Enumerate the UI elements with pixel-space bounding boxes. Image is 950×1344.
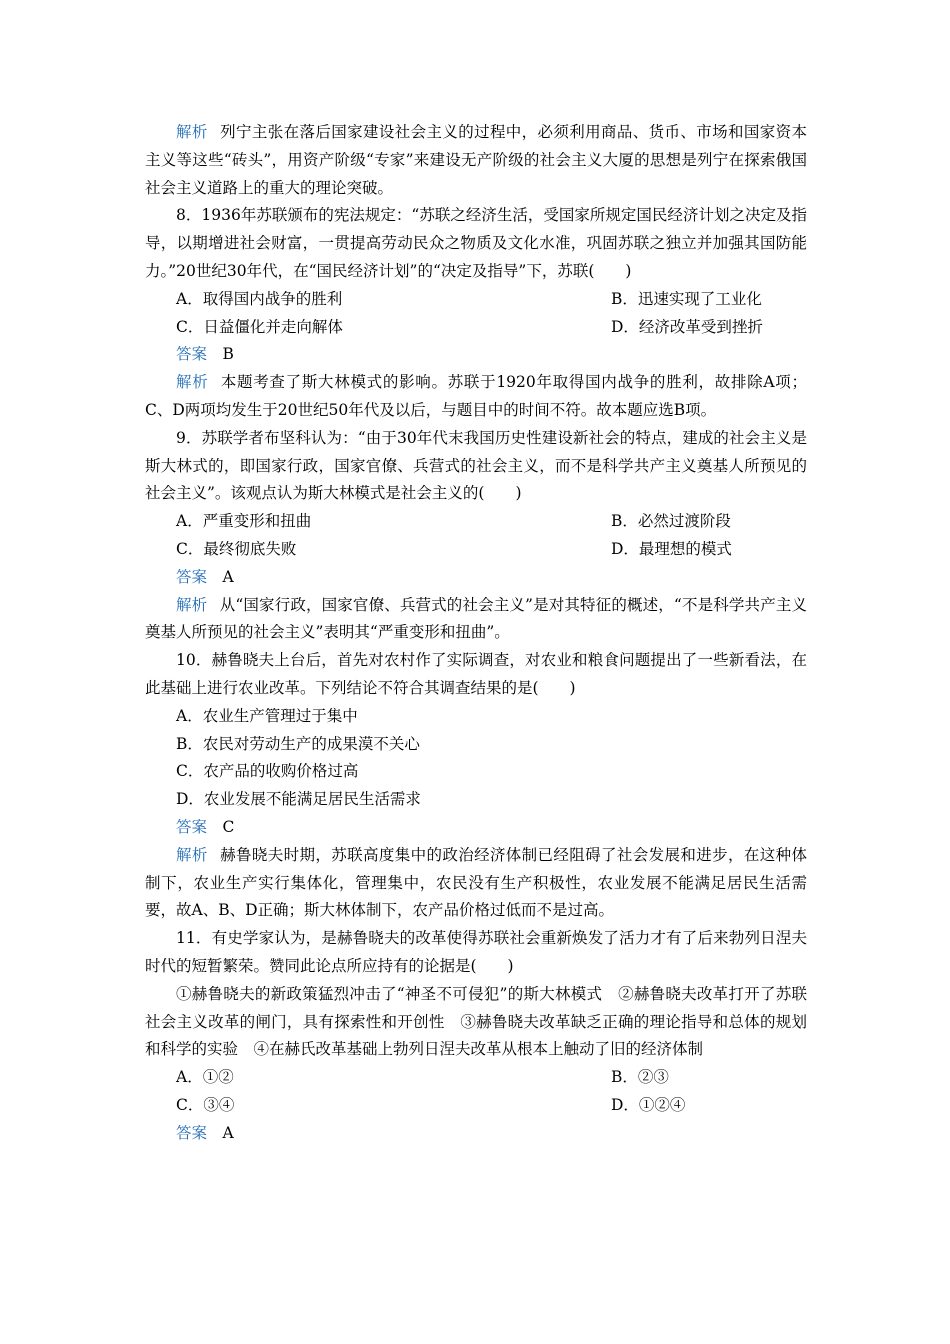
- answer-value: A: [222, 1123, 234, 1142]
- option-b: B．迅速实现了工业化: [611, 289, 762, 308]
- answer-value: A: [222, 567, 234, 586]
- option-c: C．日益僵化并走向解体: [176, 317, 343, 336]
- analysis-text: 列宁主张在落后国家建设社会主义的过程中，必须利用商品、货币、市场和国家资本主义等这些“砖头”，用资产阶级“专家”来建设无产阶级的社会主义大厦的思想是列宁在探索俄国社会主义道路上的重大的理论突破。: [145, 123, 807, 197]
- question-8-analysis: [145, 369, 807, 425]
- answer-label: 答案: [176, 1123, 208, 1142]
- option-c: C．农产品的收购价格过高: [176, 762, 359, 781]
- analysis-text: 赫鲁晓夫时期，苏联高度集中的政治经济体制已经阻碍了社会发展和进步，在这种体制下，农业生产实行集体化，管理集中，农民没有生产积极性，农业发展不能满足居民生活需要，故A、B、D正确；斯大林体制下，农产品价格过低而不是过高。: [145, 845, 807, 920]
- analysis-label: 解析: [176, 373, 209, 392]
- analysis-label: 解析: [176, 845, 208, 864]
- option-d: D．经济改革受到挫折: [611, 317, 763, 336]
- option-a: A．农业生产管理过于集中: [176, 706, 358, 725]
- question-10-analysis: [145, 842, 807, 925]
- question-11-statements: ①赫鲁晓夫的新政策猛烈冲击了“神圣不可侵犯”的斯大林模式 ②赫鲁晓夫改革打开了苏联社会主义改革的闸门，具有探索性和开创性 ③赫鲁晓夫改革缺乏正确的理论指导和总体的规划和科学的实验 ④在赫氏改革基础上勃列日涅夫改革从根本上触动了旧的经济体制: [145, 984, 807, 1059]
- option-d: D．最理想的模式: [611, 539, 732, 558]
- analysis-text: 从“国家行政，国家官僚、兵营式的社会主义”是对其特征的概述，“不是科学共产主义奠基人所预见的社会主义”表明其“严重变形和扭曲”。: [145, 595, 807, 642]
- answer-label: 答案: [176, 567, 208, 586]
- document-page: [145, 119, 807, 1147]
- option-c: C．最终彻底失败: [176, 539, 297, 558]
- option-a: A．①②: [176, 1068, 234, 1087]
- analysis-paragraph: [145, 119, 807, 202]
- question-11-options: [145, 1064, 807, 1120]
- option-b: B．必然过渡阶段: [611, 512, 731, 531]
- option-d: D．①②④: [611, 1095, 686, 1114]
- option-d: D．农业发展不能满足居民生活需求: [176, 790, 421, 809]
- option-a: A．取得国内战争的胜利: [176, 289, 343, 308]
- question-11-answer: [145, 1120, 807, 1148]
- answer-label: 答案: [176, 345, 208, 364]
- analysis-label: 解析: [176, 595, 208, 614]
- option-b: B．②③: [611, 1068, 669, 1087]
- option-a: A．严重变形和扭曲: [176, 512, 312, 531]
- question-8-options: [145, 286, 807, 342]
- question-9-answer: [145, 564, 807, 592]
- question-10-stem: 10．赫鲁晓夫上台后，首先对农村作了实际调查，对农业和粮食问题提出了一些新看法，在此基础上进行农业改革。下列结论不符合其调查结果的是( ): [145, 651, 807, 697]
- option-c: C．③④: [176, 1095, 235, 1114]
- analysis-text: 本题考查了斯大林模式的影响。苏联于1920年取得国内战争的胜利，故排除A项；C、D两项均发生于20世纪50年代及以后，与题目中的时间不符。故本题应选B项。: [145, 373, 807, 419]
- analysis-label: 解析: [176, 123, 208, 141]
- question-9-options: [145, 508, 807, 564]
- answer-value: C: [222, 817, 235, 836]
- answer-label: 答案: [176, 817, 208, 836]
- question-8-answer: [145, 341, 807, 369]
- question-10-answer: [145, 814, 807, 842]
- question-9-stem: 9．苏联学者布坚科认为：“由于30年代末我国历史性建设新社会的特点，建成的社会主义是斯大林式的，即国家行政，国家官僚、兵营式的社会主义，而不是科学共产主义奠基人所预见的社会主义”。该观点认为斯大林模式是社会主义的( ): [145, 428, 807, 503]
- question-11-stem: 11．有史学家认为，是赫鲁晓夫的改革使得苏联社会重新焕发了活力才有了后来勃列日涅夫时代的短暂繁荣。赞同此论点所应持有的论据是( ): [145, 929, 807, 975]
- option-b: B．农民对劳动生产的成果漠不关心: [176, 734, 420, 753]
- answer-value: B: [222, 345, 234, 364]
- question-8-stem: 8．1936年苏联颁布的宪法规定：“苏联之经济生活，受国家所规定国民经济计划之决定及指导，以期增进社会财富，一贯提高劳动民众之物质及文化水准，巩固苏联之独立并加强其国防能力。”20世纪30年代，在“国民经济计划”的“决定及指导”下，苏联( ): [145, 206, 807, 280]
- question-9-analysis: [145, 592, 807, 648]
